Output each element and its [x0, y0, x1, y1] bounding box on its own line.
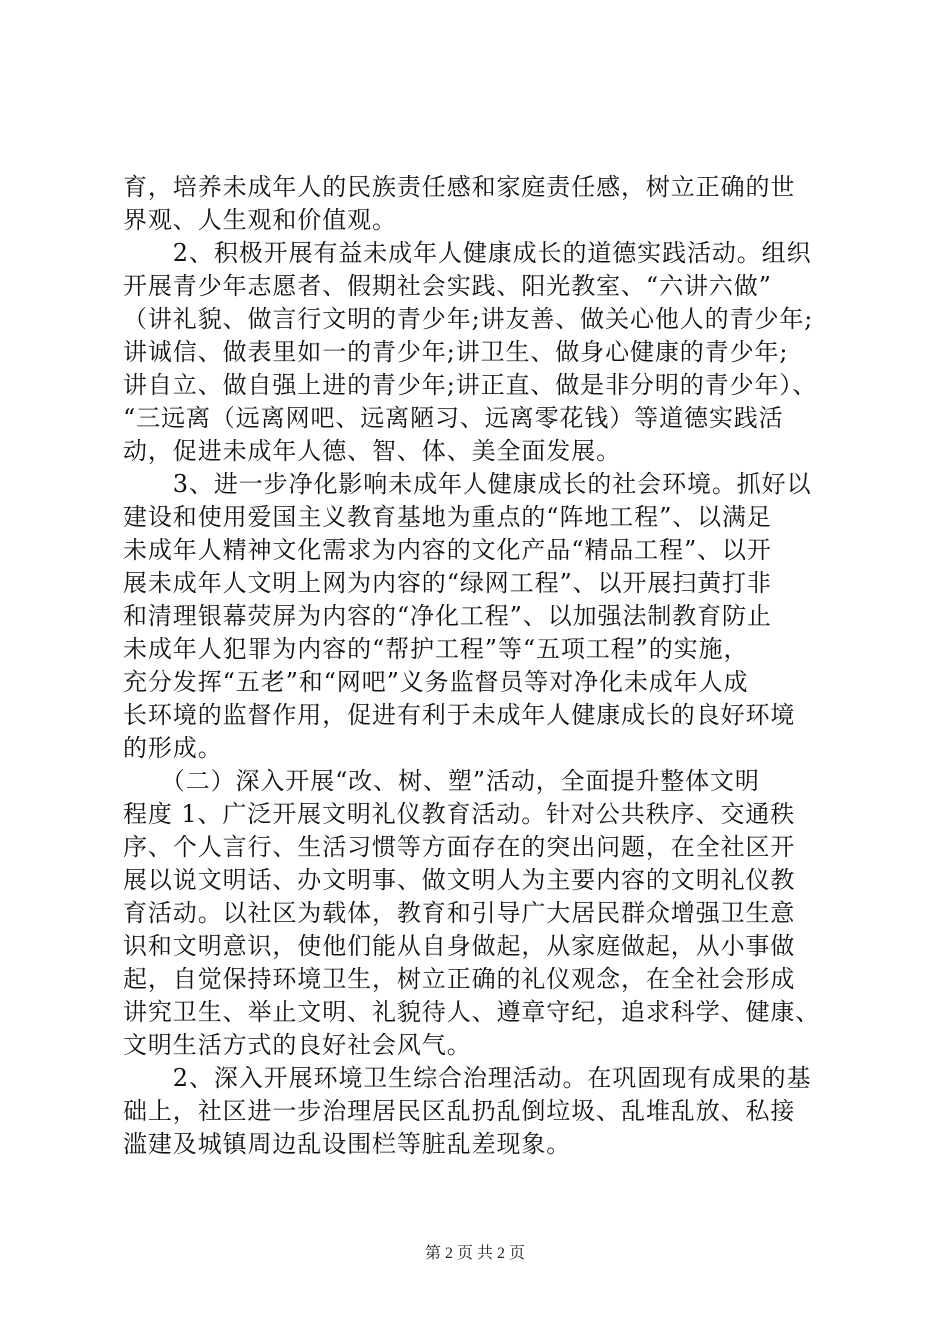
text-line: 充分发挥“五老”和“网吧”义务监督员等对净化未成年人成	[123, 668, 749, 696]
text-line: 育，培养未成年人的民族责任感和家庭责任感，树立正确的世	[123, 173, 796, 201]
text-line: 育活动。以社区为载体，教育和引导广大居民群众增强卫生意	[123, 899, 796, 927]
text-line: 未成年人犯罪为内容的“帮护工程”等“五项工程”的实施，	[123, 635, 749, 663]
text-line: 2、深入开展环境卫生综合治理活动。在巩固现有成果的基	[123, 1064, 812, 1092]
text-line: “三远离（远离网吧、远离陋习、远离零花钱）等道德实践活	[123, 404, 784, 432]
text-line: 程度 1、广泛开展文明礼仪教育活动。针对公共秩序、交通秩	[123, 800, 796, 828]
text-line: 展未成年人文明上网为内容的“绿网工程”、以开展扫黄打非	[123, 569, 772, 597]
text-line: 起，自觉保持环境卫生，树立正确的礼仪观念，在全社会形成	[123, 965, 796, 993]
text-line: 长环境的监督作用，促进有利于未成年人健康成长的良好环境	[123, 701, 796, 729]
text-line: （讲礼貌、做言行文明的青少年;讲友善、做关心他人的青少年;	[123, 305, 814, 333]
text-line: 3、进一步净化影响未成年人健康成长的社会环境。抓好以	[123, 470, 812, 498]
text-line: 滥建及城镇周边乱设围栏等脏乱差现象。	[123, 1130, 572, 1158]
body-text	[123, 171, 835, 1161]
text-line: 识和文明意识，使他们能从自身做起，从家庭做起，从小事做	[123, 932, 796, 960]
text-line: 序、个人言行、生活习惯等方面存在的突出问题，在全社区开	[123, 833, 796, 861]
page-footer: 第 2 页 共 2 页	[424, 1245, 525, 1262]
text-line: 和清理银幕荧屏为内容的“净化工程”、以加强法制教育防止	[123, 602, 772, 630]
text-line: 未成年人精神文化需求为内容的文化产品“精品工程”、以开	[123, 536, 772, 564]
text-line: 开展青少年志愿者、假期社会实践、阳光教室、“六讲六做”	[123, 272, 772, 300]
text-line: 动，促进未成年人德、智、体、美全面发展。	[123, 437, 621, 465]
text-line: 文明生活方式的良好社会风气。	[123, 1031, 472, 1059]
text-line: 界观、人生观和价值观。	[123, 206, 397, 234]
text-line: （二）深入开展“改、树、塑”活动，全面提升整体文明	[123, 767, 760, 795]
text-line: 建设和使用爱国主义教育基地为重点的“阵地工程”、以满足	[123, 503, 772, 531]
text-line: 础上，社区进一步治理居民区乱扔乱倒垃圾、乱堆乱放、私接	[123, 1097, 796, 1125]
text-line: 讲究卫生、举止文明、礼貌待人、遵章守纪，追求科学、健康、	[123, 998, 821, 1026]
text-line: 展以说文明话、办文明事、做文明人为主要内容的文明礼仪教	[123, 866, 796, 894]
text-line: 的形成。	[123, 734, 223, 762]
text-line: 讲诚信、做表里如一的青少年;讲卫生、做身心健康的青少年;	[123, 338, 789, 366]
text-line: 讲自立、做自强上进的青少年;讲正直、做是非分明的青少年）、	[123, 371, 818, 399]
text-line: 2、积极开展有益未成年人健康成长的道德实践活动。组织	[123, 239, 812, 267]
